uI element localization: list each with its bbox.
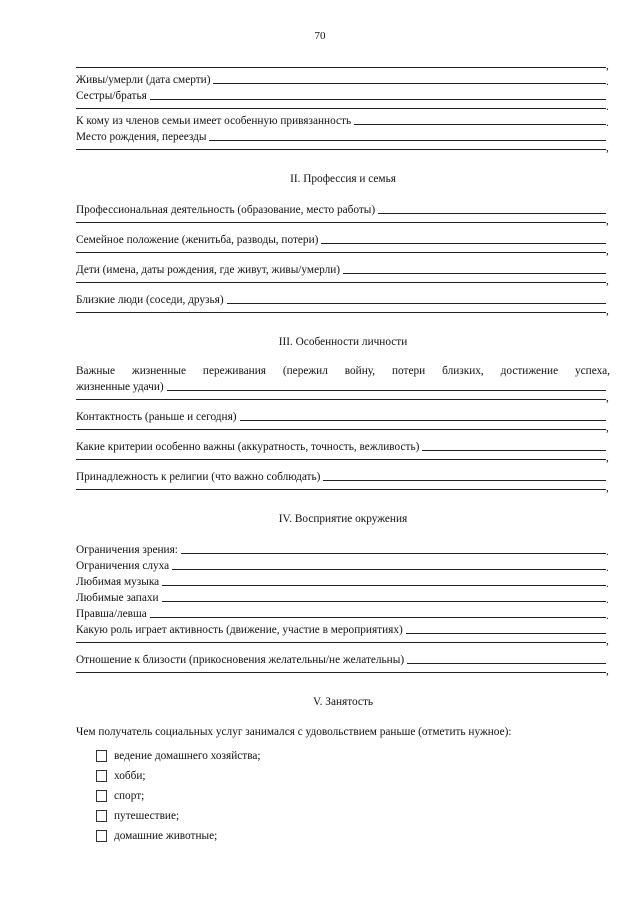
label-word: жизненные [131,365,186,377]
label-word: близких, [442,365,484,377]
fill-line[interactable] [181,552,606,554]
fill-line[interactable] [354,123,606,125]
field-label: К кому из членов семьи имеет особенную привязанность [76,115,352,127]
field-label: Место рождения, переезды [76,131,207,143]
fill-line[interactable] [323,479,606,481]
fill-line[interactable] [150,98,606,100]
section-title-profession: II. Профессия и семья [290,173,396,185]
checkbox-label: домашние животные; [114,830,218,842]
label-word: потери [392,365,426,377]
blank-line[interactable]: , [76,484,610,493]
fill-line[interactable] [172,568,606,570]
field-row-hearing[interactable]: Ограничения слуха . [76,560,609,574]
field-label: Какую роль играет активность (движение, участие в мероприятиях) [76,624,403,636]
checklist-item[interactable] [96,766,610,786]
section-title-employment: V. Занятость [312,696,374,708]
blank-line[interactable]: , [76,637,610,646]
section-title-perception: IV. Восприятие окружения [278,513,408,525]
checkbox[interactable] [96,770,107,782]
form-content [76,62,610,846]
fill-line[interactable] [321,242,606,244]
label-word: (пережил [282,365,328,377]
field-label: Профессиональная деятельность (образование, место работы) [76,204,376,216]
blank-line[interactable]: . [76,103,610,112]
field-row-birthplace[interactable] [76,128,610,144]
blank-line[interactable]: , [76,394,610,403]
fill-line[interactable] [162,600,606,602]
fill-line[interactable] [407,662,606,664]
field-row-deceased[interactable]: Живы/умерли (дата смерти) . [76,74,609,88]
field-label: Ограничения слуха [76,560,170,572]
experiences-label [76,364,610,378]
field-row-experiences[interactable] [76,378,610,394]
field-label: Семейное положение (женитьба, разводы, потери) [76,234,319,246]
fill-line[interactable] [150,616,606,618]
checkbox-label: путешествие; [114,810,180,822]
blank-line[interactable]: , [76,424,610,433]
fill-line[interactable] [406,632,606,634]
label-word: Важные [76,365,116,377]
fill-line[interactable] [422,449,606,451]
field-label: Какие критерии особенно важны (аккуратность, точность, вежливость) [76,441,420,453]
field-row[interactable] [76,621,610,637]
field-label: Отношение к близости (прикосновения желательны/не желательны) [76,654,405,666]
checkbox-label: спорт; [114,790,145,802]
field-label: Близкие люди (соседи, друзья) [76,294,224,306]
field-row[interactable] [76,408,610,424]
checkbox-label: хобби; [114,770,146,782]
checklist-item[interactable] [96,786,610,806]
fill-line[interactable] [227,302,606,304]
field-row[interactable] [76,201,610,217]
blank-line[interactable]: , [76,307,610,316]
blank-line[interactable]: , [76,277,610,286]
field-label: Сестры/братья [76,90,147,102]
checkbox[interactable] [96,830,107,842]
label-word: переживания [202,365,266,377]
fill-line[interactable] [378,212,606,214]
fill-line[interactable] [167,389,606,391]
employment-intro: Чем получатель социальных услуг занимался с удовольствием раньше (отметить нужное): [76,726,512,738]
blank-line[interactable]: , [76,144,610,153]
activity-checklist [76,746,610,846]
label-word: достижение [500,365,559,377]
fill-line[interactable] [162,584,606,586]
checkbox[interactable] [96,790,107,802]
field-label: Любимая музыка [76,576,160,588]
field-row-vision[interactable]: Ограничения зрения: . [76,544,609,558]
blank-line[interactable]: , [76,247,610,256]
label-word: войну, [344,365,376,377]
checklist-item[interactable] [96,826,610,846]
fill-line[interactable] [213,82,606,84]
field-row-music[interactable]: Любимая музыка . [76,576,609,590]
field-label: Контактность (раньше и сегодня) [76,411,237,423]
field-label: Правша/левша [76,608,147,620]
field-label: Дети (имена, даты рождения, где живут, живы/умерли) [76,264,341,276]
page-number: 70 [314,30,326,42]
field-label: Любимые запахи [76,592,159,604]
field-row[interactable] [76,438,610,454]
field-row[interactable] [76,261,610,277]
blank-line[interactable]: , [76,667,610,676]
field-row-handedness[interactable]: Правша/левша . [76,608,609,622]
fill-line[interactable] [343,272,606,274]
field-label: Живы/умерли (дата смерти) [76,74,211,86]
field-row[interactable] [76,231,610,247]
section-title-personality: III. Особенности личности [278,336,408,348]
field-label: Ограничения зрения: [76,544,178,556]
blank-line[interactable]: , [76,454,610,463]
field-row-siblings[interactable] [76,87,610,103]
field-row-attachment[interactable]: К кому из членов семьи имеет особенную привязанность . [76,115,609,129]
field-label: жизненные удачи) [76,381,164,393]
checkbox[interactable] [96,810,107,822]
field-row[interactable] [76,651,610,667]
field-row[interactable] [76,468,610,484]
field-row-smells[interactable]: Любимые запахи . [76,592,609,606]
fill-line[interactable] [209,139,606,141]
checkbox-label: ведение домашнего хозяйства; [114,750,261,762]
label-word: успеха, [575,365,610,377]
blank-line[interactable]: , [76,62,610,71]
blank-line[interactable]: , [76,217,610,226]
fill-line[interactable] [240,419,606,421]
checklist-item[interactable] [96,806,610,826]
checklist-item[interactable] [96,746,610,766]
field-row[interactable] [76,291,610,307]
field-label: Принадлежность к религии (что важно соблюдать) [76,471,321,483]
checkbox[interactable] [96,750,107,762]
